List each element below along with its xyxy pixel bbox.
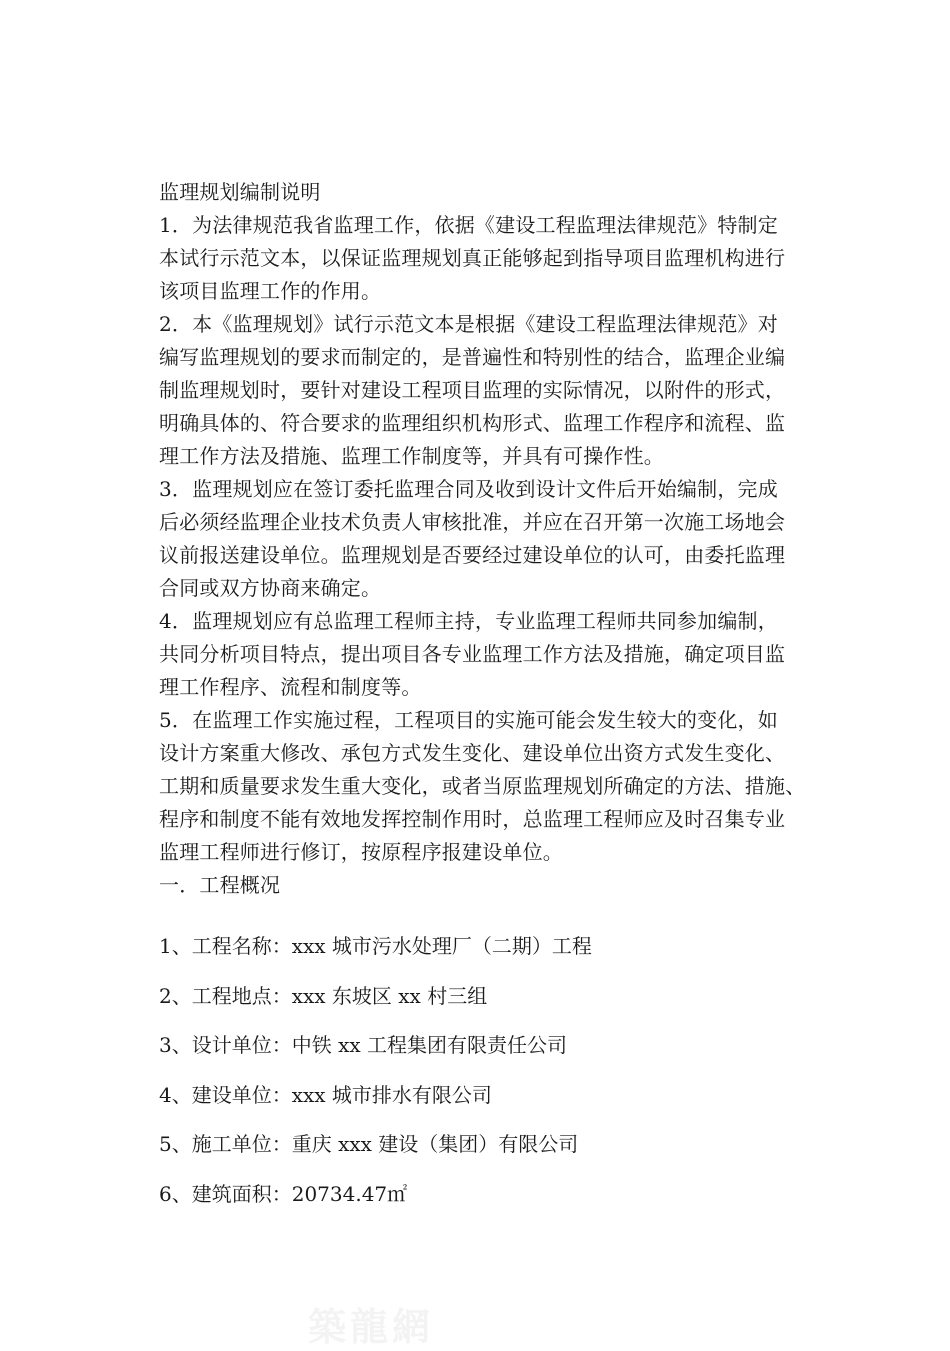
paragraph-line: 工期和质量要求发生重大变化，或者当原监理规划所确定的方法、措施、 bbox=[159, 774, 806, 798]
document-body bbox=[159, 176, 871, 902]
paragraph-line: 2．本《监理规划》试行示范文本是根据《建设工程监理法律规范》对 bbox=[159, 312, 778, 336]
paragraph-line: 该项目监理工作的作用。 bbox=[159, 279, 382, 303]
watermark-logo: 築龍網 bbox=[308, 1304, 435, 1349]
paragraph-line: 本试行示范文本，以保证监理规划真正能够起到指导项目监理机构进行 bbox=[159, 246, 786, 270]
paragraph-line: 1．为法律规范我省监理工作，依据《建设工程监理法律规范》特制定 bbox=[159, 213, 778, 237]
paragraph-line: 3．监理规划应在签订委托监理合同及收到设计文件后开始编制，完成 bbox=[159, 477, 778, 501]
info-item-project-name: 1、工程名称：xxx 城市污水处理厂（二期）工程 bbox=[159, 934, 592, 958]
info-item-project-location: 2、工程地点：xxx 东坡区 xx 村三组 bbox=[159, 983, 488, 1008]
paragraph-line: 编写监理规划的要求而制定的，是普遍性和特别性的结合，监理企业编 bbox=[159, 345, 786, 369]
paragraph-line: 共同分析项目特点，提出项目各专业监理工作方法及措施，确定项目监 bbox=[159, 642, 786, 666]
paragraph-line: 制监理规划时，要针对建设工程项目监理的实际情况，以附件的形式， bbox=[159, 378, 786, 402]
paragraph-line: 程序和制度不能有效地发挥控制作用时，总监理工程师应及时召集专业 bbox=[159, 807, 786, 831]
paragraph-line: 明确具体的、符合要求的监理组织机构形式、监理工作程序和流程、监 bbox=[159, 411, 786, 435]
paragraph-line: 理工作程序、流程和制度等。 bbox=[159, 675, 422, 699]
paragraph-line: 5．在监理工作实施过程，工程项目的实施可能会发生较大的变化，如 bbox=[159, 708, 778, 732]
paragraph-line: 议前报送建设单位。监理规划是否要经过建设单位的认可，由委托监理 bbox=[159, 543, 786, 567]
paragraph-line: 后必须经监理企业技术负责人审核批准，并应在召开第一次施工场地会 bbox=[159, 510, 786, 534]
info-item-contractor: 5、施工单位：重庆 xxx 建设（集团）有限公司 bbox=[159, 1132, 579, 1156]
info-item-construction-owner: 4、建设单位：xxx 城市排水有限公司 bbox=[159, 1082, 492, 1107]
project-info-list bbox=[159, 930, 871, 1227]
paragraph-line: 合同或双方协商来确定。 bbox=[159, 576, 382, 600]
paragraph-line: 理工作方法及措施、监理工作制度等，并具有可操作性。 bbox=[159, 444, 664, 468]
paragraph-line: 设计方案重大修改、承包方式发生变化、建设单位出资方式发生变化、 bbox=[159, 741, 786, 765]
paragraph-line: 4．监理规划应有总监理工程师主持，专业监理工程师共同参加编制， bbox=[159, 609, 778, 633]
section-heading: 一．工程概况 bbox=[159, 873, 281, 897]
info-item-design-unit: 3、设计单位：中铁 xx 工程集团有限责任公司 bbox=[159, 1033, 567, 1057]
info-item-building-area: 6、建筑面积：20734.47㎡ bbox=[159, 1181, 408, 1206]
document-title: 监理规划编制说明 bbox=[159, 180, 321, 204]
paragraph-line: 监理工程师进行修订，按原程序报建设单位。 bbox=[159, 840, 563, 864]
